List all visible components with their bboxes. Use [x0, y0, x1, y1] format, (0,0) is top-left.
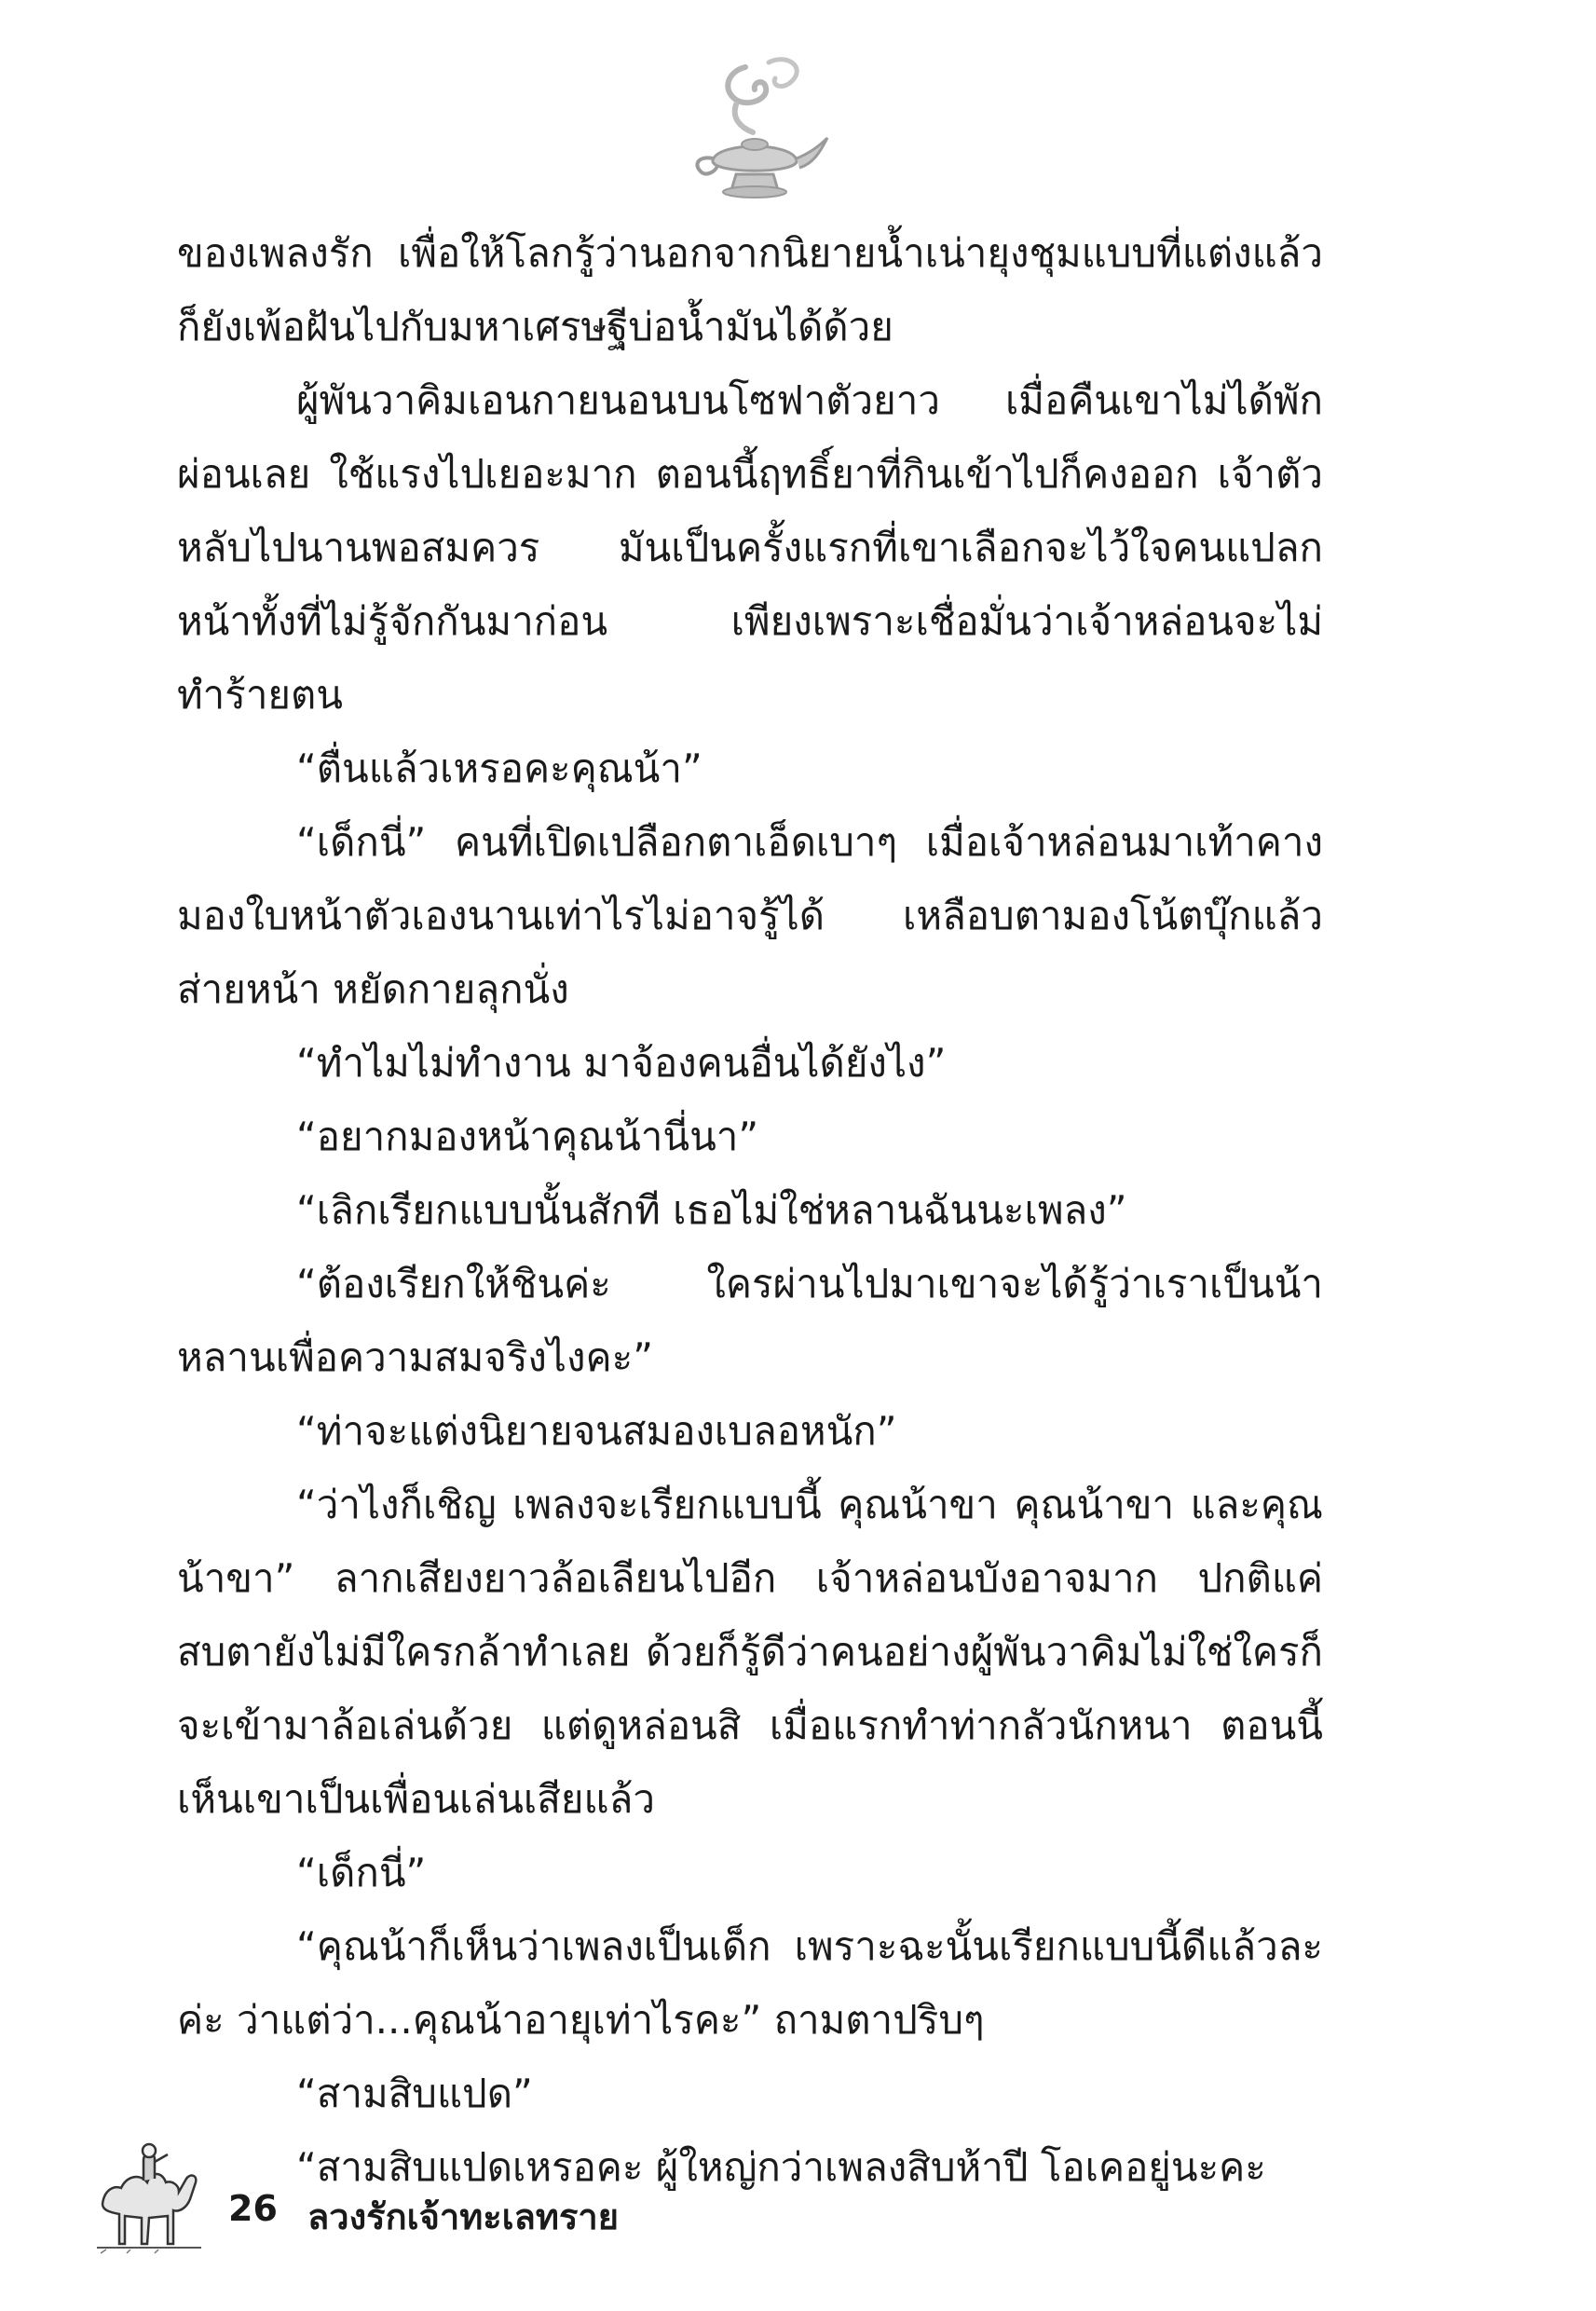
dialogue-line: “เลิกเรียกแบบนั้นสักที เธอไม่ใช่หลานฉันนะเพลง”	[296, 1187, 1127, 1233]
paragraph: “คุณน้าก็เห็นว่าเพลงเป็นเด็ก เพราะฉะนั้นเรียกแบบนี้ดีแล้วละค่ะ ว่าแต่ว่า...คุณน้าอายุเท่าไรคะ” ถามตาปริบๆ	[177, 1923, 1323, 2043]
dialogue-line: “เด็กนี่”	[296, 1850, 427, 1895]
dialogue-line: “สามสิบแปด”	[296, 2071, 533, 2116]
dialogue-line: “ทำไมไม่ทำงาน มาจ้องคนอื่นได้ยังไง”	[296, 1040, 947, 1086]
camel-rider-icon	[93, 2134, 205, 2255]
running-title: ลวงรักเจ้าทะเลทราย	[307, 2196, 619, 2237]
paragraph: “สามสิบแปดเหรอคะ ผู้ใหญ่กว่าเพลงสิบห้าปี โอเคอยู่นะคะ	[296, 2144, 1266, 2190]
page-footer	[93, 2134, 932, 2255]
page-number: 26	[228, 2188, 278, 2229]
paragraph: “ว่าไงก็เชิญ เพลงจะเรียกแบบนี้ คุณน้าขา คุณน้าขา และคุณน้าขา” ลากเสียงยาวล้อเลียนไปอีก เจ้าหล่อนบังอาจมาก ปกติแค่สบตายังไม่มีใครกล้าทำเลย ด้วยก็รู้ดีว่าคนอย่างผู้พันวาคิมไม่ใช่ใครก็จะเข้ามาล้อเล่นด้วย แต่ดูหล่อนสิ เมื่อแรกทำท่ากลัวนักหนา ตอนนี้เห็นเขาเป็นเพื่อนเล่นเสียแล้ว	[177, 1482, 1323, 1822]
paragraph: “เด็กนี่” คนที่เปิดเปลือกตาเอ็ดเบาๆ เมื่อเจ้าหล่อนมาเท้าคางมองใบหน้าตัวเองนานเท่าไรไม่อาจรู้ได้ เหลือบตามองโน้ตบุ๊กแล้วส่ายหน้า หยัดกายลุกนั่ง	[177, 819, 1323, 1012]
paragraph: ของเพลงรัก เพื่อให้โลกรู้ว่านอกจากนิยายน้ำเน่ายุงชุมแบบที่แต่งแล้วก็ยังเพ้อฝันไปกับมหาเศรษฐีบ่อน้ำมันได้ด้วย	[177, 230, 1323, 349]
paragraph: “ต้องเรียกให้ชินค่ะ ใครผ่านไปมาเขาจะได้รู้ว่าเราเป็นน้าหลานเพื่อความสมจริงไงคะ”	[177, 1261, 1323, 1380]
paragraph: ผู้พันวาคิมเอนกายนอนบนโซฟาตัวยาว เมื่อคืนเขาไม่ได้พักผ่อนเลย ใช้แรงไปเยอะมาก ตอนนี้ฤทธิ์ยาที่กินเข้าไปก็คงออก เจ้าตัวหลับไปนานพอสมควร มันเป็นครั้งแรกที่เขาเลือกจะไว้ใจคนแปลกหน้าทั้งที่ไม่รู้จักกันมาก่อน เพียงเพราะเชื่อมั่นว่าเจ้าหล่อนจะไม่ทำร้ายตน	[177, 377, 1323, 718]
dialogue-line: “อยากมองหน้าคุณน้านี่นา”	[296, 1114, 759, 1159]
dialogue-line: “ตื่นแล้วเหรอคะคุณน้า”	[296, 745, 703, 791]
genie-lamp-icon	[680, 48, 829, 216]
body-text	[177, 216, 1323, 2204]
dialogue-line: “ท่าจะแต่งนิยายจนสมองเบลอหนัก”	[296, 1408, 897, 1454]
